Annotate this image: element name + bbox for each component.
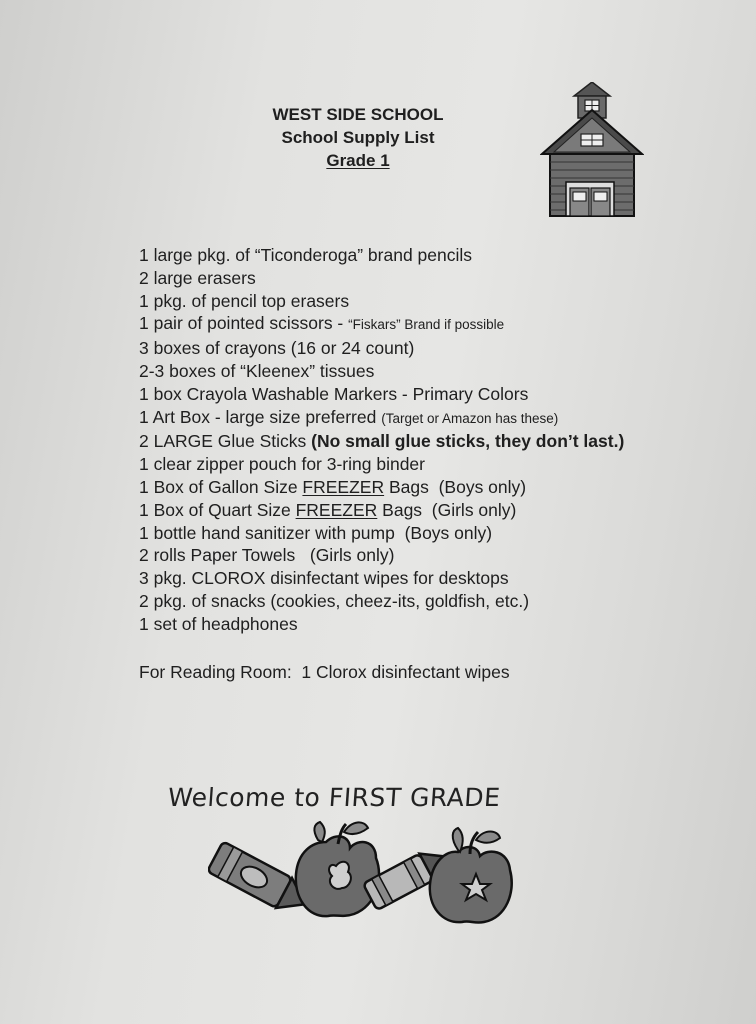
grade-label: Grade 1 — [326, 151, 390, 170]
list-item: 1 pair of pointed scissors - “Fiskars” Brand if possible — [139, 313, 505, 334]
reading-room-note: For Reading Room: 1 Clorox disinfectant wipes — [139, 662, 510, 682]
list-item: 1 Art Box - large size preferred (Target or Amazon has these) — [139, 406, 559, 427]
apple-icon — [296, 822, 379, 916]
list-item: 3 boxes of crayons (16 or 24 count) — [139, 338, 415, 359]
list-item: 1 pkg. of pencil top erasers — [139, 290, 350, 311]
list-item: 3 pkg. CLOROX disinfectant wipes for desktops — [139, 568, 509, 589]
crayons-apples-clipart — [208, 818, 528, 936]
list-item: 1 clear zipper pouch for 3-ring binder — [139, 454, 425, 475]
schoolhouse-icon — [540, 82, 644, 218]
list-item: 2 LARGE Glue Sticks (No small glue sticks, they don’t last.) — [139, 431, 625, 452]
list-item: 1 set of headphones — [139, 613, 298, 634]
list-item: 2-3 boxes of “Kleenex” tissues — [139, 360, 375, 381]
list-item: 1 bottle hand sanitizer with pump (Boys only) — [139, 522, 493, 543]
list-item: 1 Box of Gallon Size FREEZER Bags (Boys only) — [139, 476, 527, 497]
supply-list — [139, 244, 699, 636]
list-title: School Supply List — [281, 128, 435, 147]
list-item: 1 Box of Quart Size FREEZER Bags (Girls only) — [139, 499, 517, 520]
list-item: 2 rolls Paper Towels (Girls only) — [139, 545, 395, 566]
list-item: 1 box Crayola Washable Markers - Primary Colors — [139, 383, 529, 404]
list-item: 1 large pkg. of “Ticonderoga” brand pencils — [139, 245, 473, 265]
list-item: 2 large erasers — [139, 267, 256, 288]
apple-icon — [430, 828, 512, 923]
list-item: 2 pkg. of snacks (cookies, cheez-its, goldfish, etc.) — [139, 590, 530, 611]
header — [200, 103, 516, 172]
welcome-banner: Welcome to FIRST GRADE — [166, 783, 502, 812]
school-name: WEST SIDE SCHOOL — [272, 105, 444, 124]
